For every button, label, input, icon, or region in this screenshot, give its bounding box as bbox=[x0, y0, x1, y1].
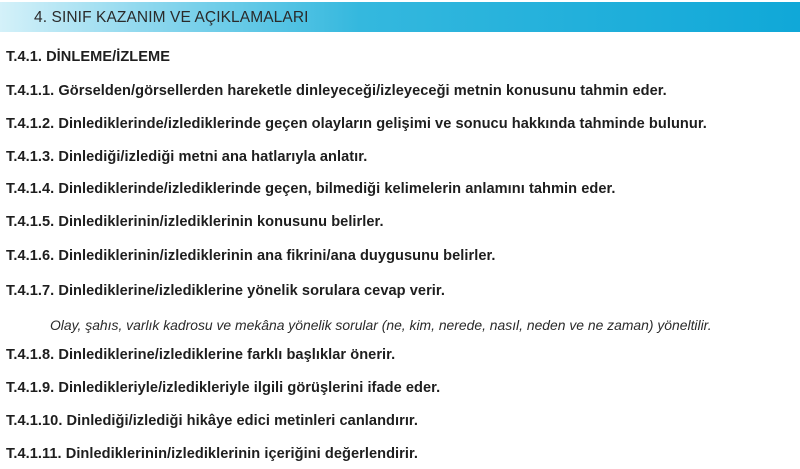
outcome-item-5: T.4.1.5. Dinlediklerinin/izlediklerinin konusunu belirler. bbox=[6, 214, 384, 230]
outcome-item-2: T.4.1.2. Dinlediklerinde/izlediklerinde geçen olayların gelişimi ve sonucu hakkında tahminde bulunur. bbox=[6, 116, 707, 132]
outcome-item-8: T.4.1.8. Dinlediklerine/izlediklerine farklı başlıklar önerir. bbox=[6, 347, 396, 363]
outcome-item-3: T.4.1.3. Dinlediği/izlediği metni ana hatlarıyla anlatır. bbox=[6, 149, 368, 165]
outcome-item-1: T.4.1.1. Görselden/görsellerden hareketle dinleyeceği/izleyeceği metnin konusunu tahmin eder. bbox=[6, 83, 667, 99]
outcome-item-7: T.4.1.7. Dinlediklerine/izlediklerine yönelik sorulara cevap verir. bbox=[6, 283, 445, 299]
outcome-item-11: T.4.1.11. Dinlediklerinin/izlediklerinin içeriğini değerlendirir. bbox=[6, 446, 419, 462]
header-banner bbox=[0, 2, 800, 32]
outcome-item-9: T.4.1.9. Dinledikleriyle/izledikleriyle ilgili görüşlerini ifade eder. bbox=[6, 380, 441, 396]
outcome-item-10: T.4.1.10. Dinlediği/izlediği hikâye edici metinleri canlandırır. bbox=[6, 413, 418, 429]
outcome-note: Olay, şahıs, varlık kadrosu ve mekâna yönelik sorular (ne, kim, nerede, nasıl, neden ve ne zaman) yöneltilir. bbox=[50, 317, 712, 333]
header-title: 4. SINIF KAZANIM VE AÇIKLAMALARI bbox=[34, 9, 309, 26]
outcome-item-4: T.4.1.4. Dinlediklerinde/izlediklerinde geçen, bilmediği kelimelerin anlamını tahmin eder. bbox=[6, 181, 616, 197]
outcome-item-6: T.4.1.6. Dinlediklerinin/izlediklerinin ana fikrini/ana duygusunu belirler. bbox=[6, 248, 496, 264]
section-title: T.4.1. DİNLEME/İZLEME bbox=[6, 49, 171, 65]
